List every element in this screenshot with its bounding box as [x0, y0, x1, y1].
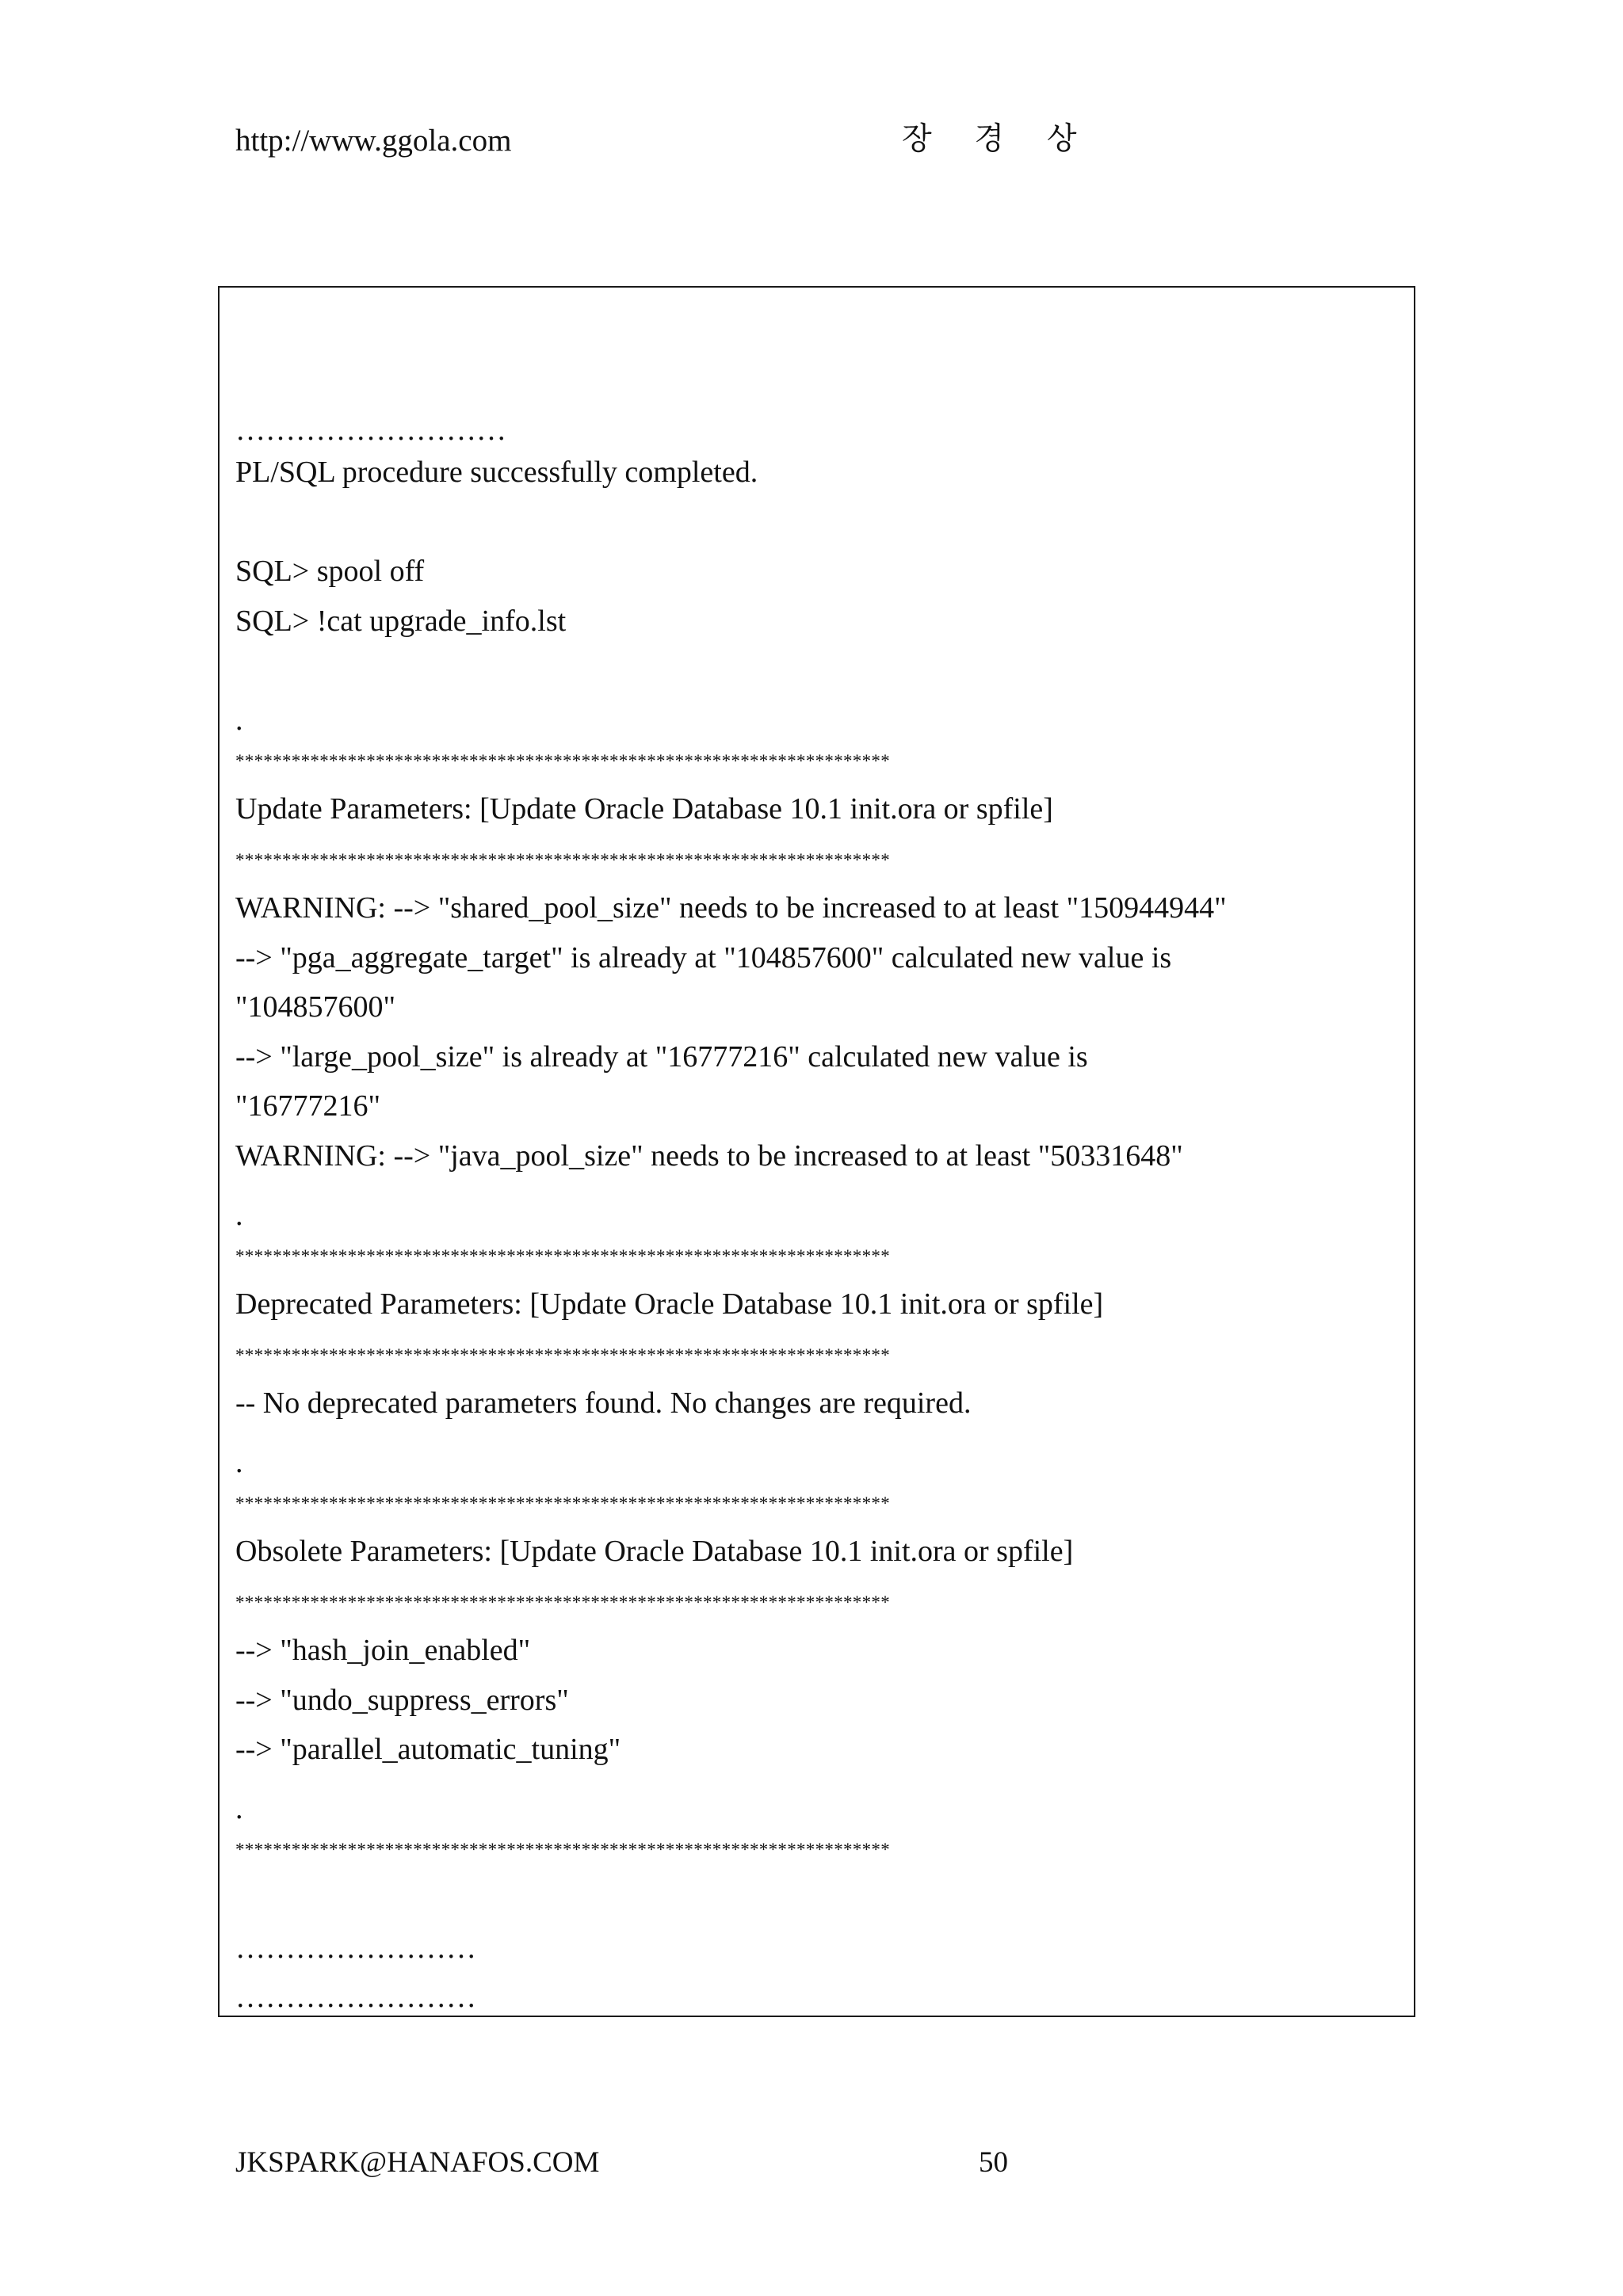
terminal-output-box — [218, 286, 1415, 2017]
ellipsis-line: …………………… — [235, 1981, 476, 2014]
deprecated-parameters-heading: Deprecated Parameters: [Update Oracle Database 10.1 init.ora or spfile] — [235, 1287, 1104, 1321]
header-author: 장 경 상 — [902, 122, 1094, 156]
dot-line: . — [235, 704, 243, 737]
separator-line: ********************************************************************** — [235, 1840, 890, 1859]
ellipsis-line: ……………………… — [235, 414, 506, 447]
large-pool-value-line: "16777216" — [235, 1089, 381, 1123]
header-url: http://www.ggola.com — [235, 124, 512, 158]
dot-line: . — [235, 1792, 243, 1825]
large-pool-line: --> "large_pool_size" is already at "16777216" calculated new value is — [235, 1040, 1088, 1074]
obsolete-parallel-tuning-line: --> "parallel_automatic_tuning" — [235, 1733, 621, 1766]
separator-line: ********************************************************************** — [235, 1345, 890, 1365]
pga-aggregate-line: --> "pga_aggregate_target" is already at "104857600" calculated new value is — [235, 941, 1172, 974]
obsolete-parameters-heading: Obsolete Parameters: [Update Oracle Database 10.1 init.ora or spfile] — [235, 1535, 1074, 1568]
dot-line: . — [235, 1446, 243, 1479]
sql-spool-off-line: SQL> spool off — [235, 555, 425, 588]
separator-line: ********************************************************************** — [235, 1493, 890, 1513]
no-deprecated-line: -- No deprecated parameters found. No changes are required. — [235, 1386, 972, 1420]
ellipsis-line: …………………… — [235, 1932, 476, 1965]
separator-line: ********************************************************************** — [235, 850, 890, 870]
separator-line: ********************************************************************** — [235, 1246, 890, 1266]
footer-email: JKSPARK@HANAFOS.COM — [235, 2146, 600, 2179]
warning-shared-pool-line: WARNING: --> "shared_pool_size" needs to be increased to at least "150944944" — [235, 891, 1227, 925]
pga-value-line: "104857600" — [235, 990, 396, 1024]
warning-java-pool-line: WARNING: --> "java_pool_size" needs to be increased to at least "50331648" — [235, 1139, 1183, 1173]
obsolete-undo-suppress-line: --> "undo_suppress_errors" — [235, 1684, 569, 1717]
obsolete-hash-join-line: --> "hash_join_enabled" — [235, 1634, 531, 1667]
update-parameters-heading: Update Parameters: [Update Oracle Database 10.1 init.ora or spfile] — [235, 792, 1053, 826]
page-number: 50 — [979, 2146, 1008, 2179]
separator-line: ********************************************************************** — [235, 751, 890, 771]
plsql-completed-line: PL/SQL procedure successfully completed. — [235, 456, 758, 489]
sql-cat-line: SQL> !cat upgrade_info.lst — [235, 605, 567, 638]
separator-line: ********************************************************************** — [235, 1592, 890, 1612]
dot-line: . — [235, 1199, 243, 1232]
